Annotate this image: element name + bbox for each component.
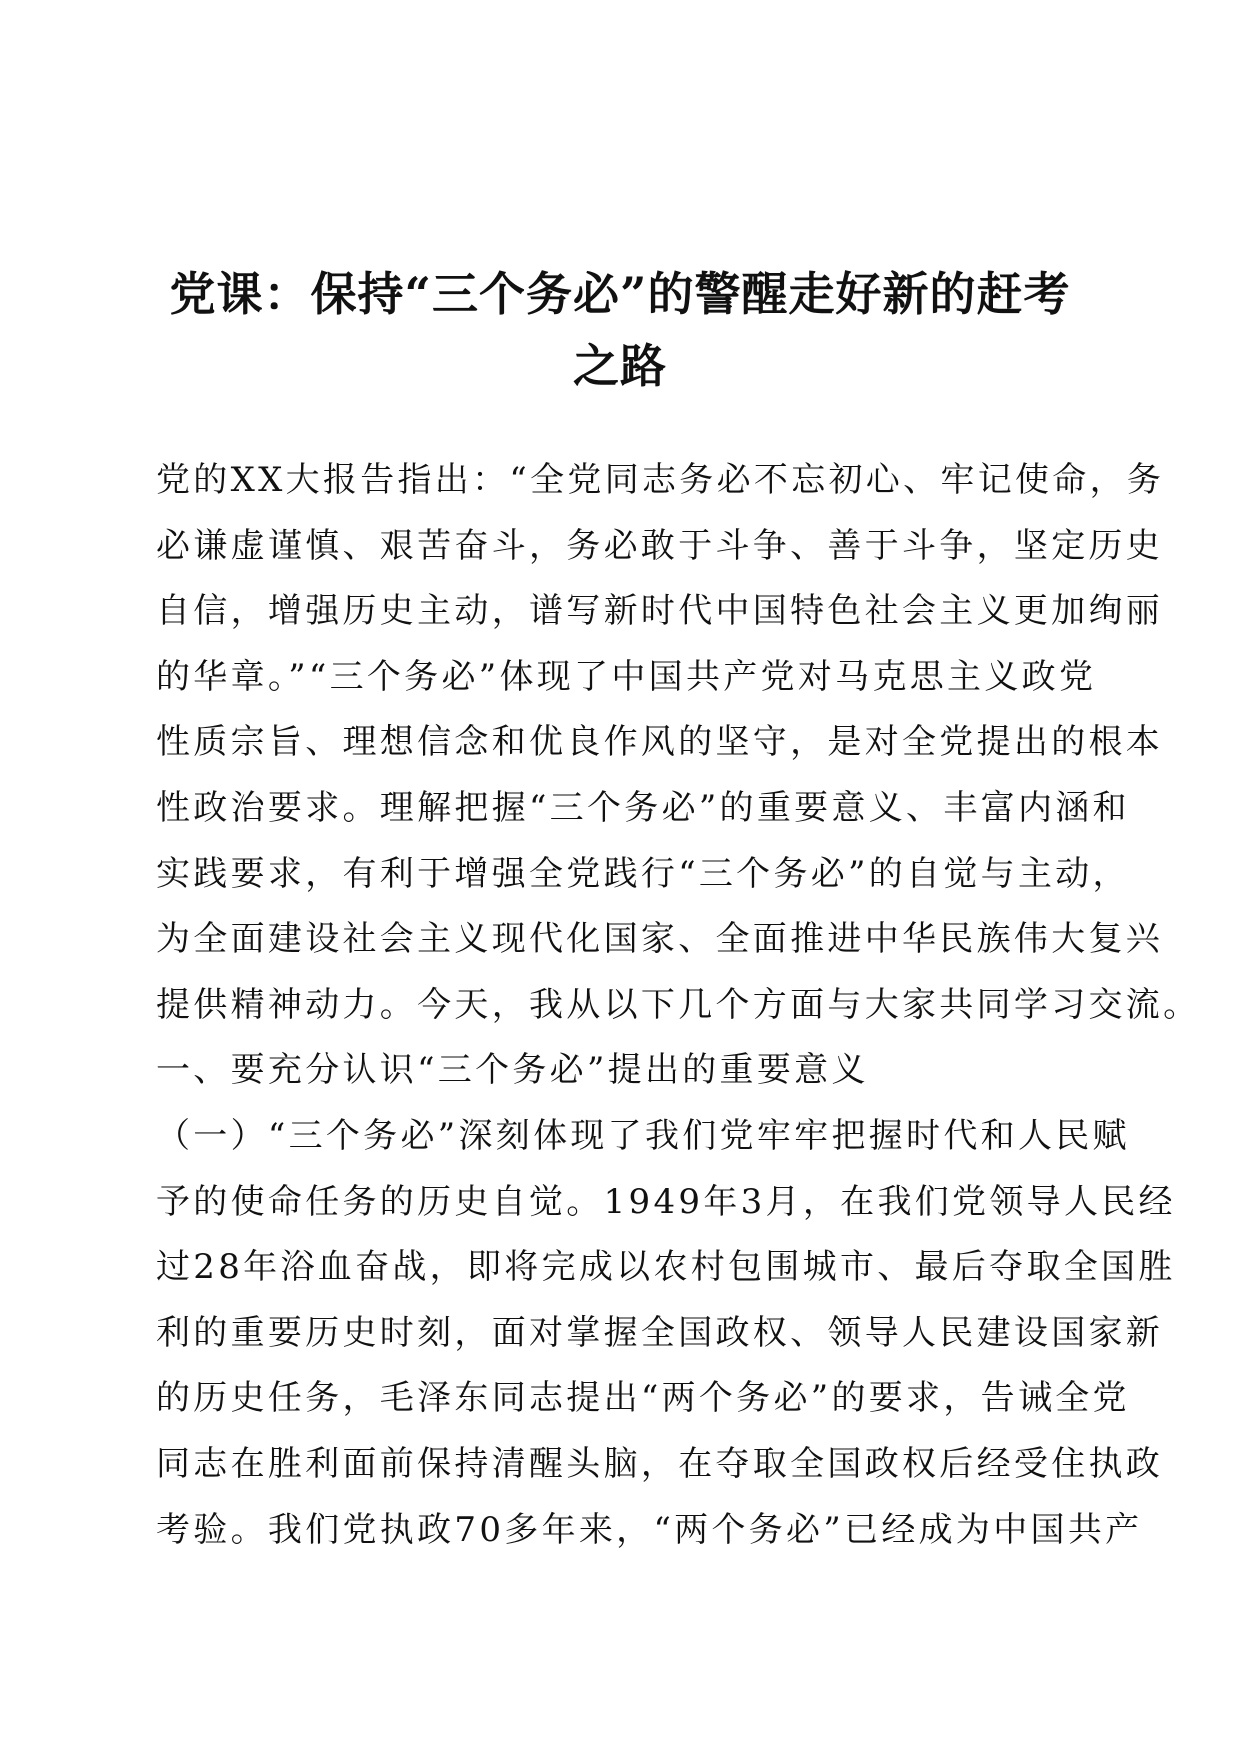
body-line: 自信，增强历史主动，谱写新时代中国特色社会主义更加绚丽 <box>156 591 1164 632</box>
document-body <box>156 448 1201 1563</box>
body-line: 性质宗旨、理想信念和优良作风的坚守，是对全党提出的根本 <box>156 722 1164 763</box>
body-line: （一）“三个务必”深刻体现了我们党牢牢把握时代和人民赋 <box>156 1115 1130 1156</box>
body-line: 的历史任务，毛泽东同志提出“两个务必”的要求，告诫全党 <box>156 1378 1130 1419</box>
body-line: 实践要求，有利于增强全党践行“三个务必”的自觉与主动， <box>156 853 1130 894</box>
document-title: 党课：保持“三个务必”的警醒走好新的赶考之路 <box>169 267 1071 393</box>
body-line: 提供精神动力。今天，我从以下几个方面与大家共同学习交流。 <box>156 984 1201 1025</box>
body-line: 同志在胜利面前保持清醒头脑，在夺取全国政权后经受住执政 <box>156 1443 1164 1484</box>
body-line: 的华章。”“三个务必”体现了中国共产党对马克思主义政党 <box>156 656 1097 697</box>
body-line: 考验。我们党执政70多年来，“两个务必”已经成为中国共产 <box>156 1509 1143 1550</box>
body-line: 利的重要历史时刻，面对掌握全国政权、领导人民建设国家新 <box>156 1312 1164 1353</box>
body-line: 性政治要求。理解把握“三个务必”的重要意义、丰富内涵和 <box>156 787 1130 828</box>
body-line: 过28年浴血奋战，即将完成以农村包围城市、最后夺取全国胜 <box>156 1247 1176 1288</box>
body-line: 必谦虚谨慎、艰苦奋斗，务必敢于斗争、善于斗争，坚定历史 <box>156 525 1164 566</box>
body-line: 予的使命任务的历史自觉。1949年3月，在我们党领导人民经 <box>156 1181 1176 1222</box>
body-line: 党的XX大报告指出：“全党同志务必不忘初心、牢记使命，务 <box>156 460 1165 500</box>
body-line: 为全面建设社会主义现代化国家、全面推进中华民族伟大复兴 <box>156 919 1164 960</box>
section-heading: 一、要充分认识“三个务必”提出的重要意义 <box>156 1050 869 1091</box>
